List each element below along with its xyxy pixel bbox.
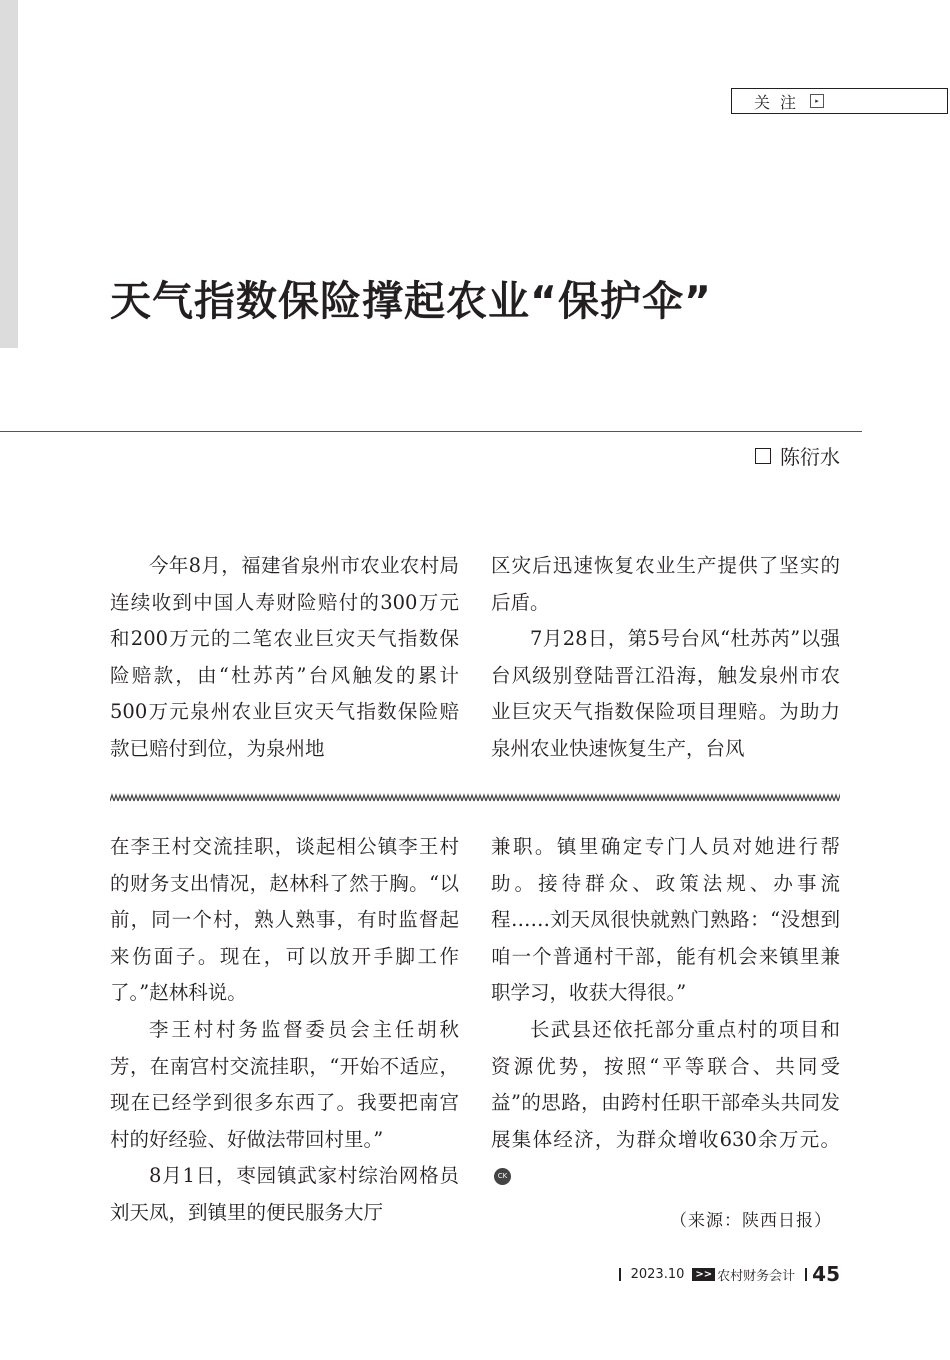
paragraph: 今年8月，福建省泉州市农业农村局连续收到中国人寿财险赔付的300万元和200万元的二笔农业巨灾天气指数保险赔款，由“杜苏芮”台风触发的累计500万元泉州农业巨灾天气指数保险赔款已赔付到位，为泉州地 (110, 554, 459, 760)
paragraph: 7月28日，第5号台风“杜苏芮”以强台风级别登陆晋江沿海，触发泉州市农业巨灾天气指数保险项目理赔。为助力泉州农业快速恢复生产，台风 (491, 627, 840, 760)
square-bullet-icon (755, 448, 771, 464)
ck-end-mark-icon: CK (494, 1168, 511, 1185)
left-margin-bar (0, 0, 18, 348)
section-tag (731, 88, 948, 114)
paragraph-text: 长武县还依托部分重点村的项目和资源优势，按照“平等联合、共同受益”的思路，由跨村任职干部牵头共同发展集体经济，为群众增收630余万元。 (491, 1017, 840, 1151)
column-lower-right (491, 829, 840, 1195)
magazine-name: 农村财务会计 (717, 1268, 796, 1284)
byline (755, 441, 840, 470)
paragraph: 李王村村务监督委员会主任胡秋芳，在南宫村交流挂职，“开始不适应，现在已经学到很多东西了。我要把南宫村的好经验、好做法带回村里。” (110, 1017, 459, 1151)
section-label: 关注 (754, 92, 807, 112)
issue-date: 2023.10 (630, 1266, 685, 1282)
zigzag-divider (110, 793, 840, 803)
footer-divider (805, 1268, 807, 1281)
author-name: 陈衍水 (780, 445, 840, 469)
column-upper-left (110, 548, 459, 768)
paragraph: 在李王村交流挂职，谈起相公镇李王村的财务支出情况，赵林科了然于胸。“以前，同一个村，熟人熟事，有时监督起来伤面子。现在，可以放开手脚工作了。”赵林科说。 (110, 835, 459, 1005)
article-title: 天气指数保险撑起农业“保护伞” (110, 277, 712, 325)
paragraph: 兼职。镇里确定专门人员对她进行帮助。接待群众、政策法规、办事流程……刘天凤很快就熟门熟路：“没想到咱一个普通村干部，能有机会来镇里兼职学习，收获大得很。” (491, 835, 840, 1005)
source-credit: （来源：陕西日报） (670, 1211, 832, 1231)
paragraph: 区灾后迅速恢复农业生产提供了坚实的后盾。 (491, 554, 840, 614)
paragraph (491, 1012, 840, 1195)
title-divider (0, 431, 862, 432)
page-footer (619, 1262, 840, 1286)
paragraph: 8月1日，枣园镇武家村综治网格员刘天凤，到镇里的便民服务大厅 (110, 1164, 459, 1224)
page-number: 45 (812, 1262, 840, 1286)
double-chevron-icon: >> (692, 1268, 715, 1281)
column-upper-right (491, 548, 840, 768)
column-lower-left (110, 829, 459, 1232)
footer-divider (619, 1268, 621, 1281)
arrow-right-icon: ▸ (810, 94, 824, 108)
